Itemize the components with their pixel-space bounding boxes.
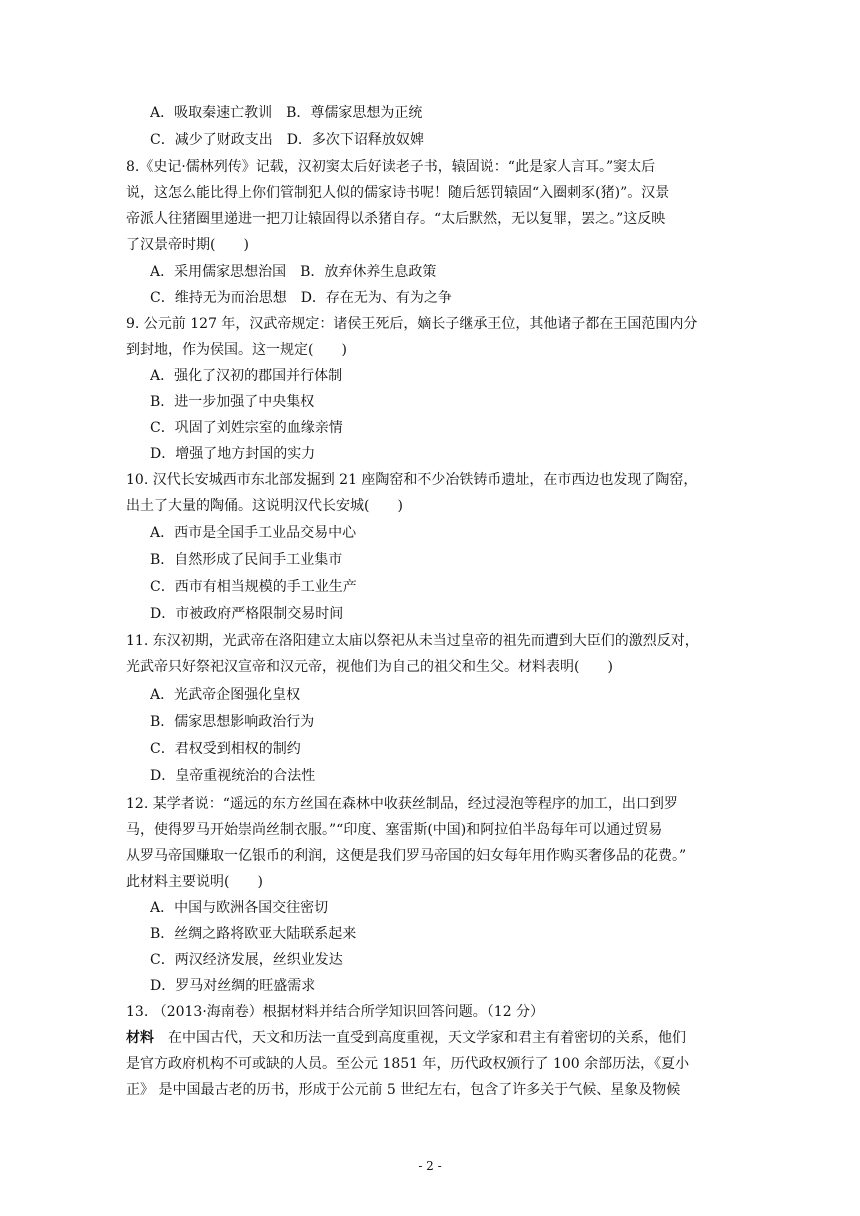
option-q9-c: C．巩固了刘姓宗室的血缘亲情 <box>150 420 343 436</box>
option-q12-d: D．罗马对丝绸的旺盛需求 <box>150 978 316 994</box>
question-12-line-4: 此材料主要说明( ) <box>126 874 263 890</box>
material-line-3: 正》 是中国最古老的历书，形成于公元前 5 世纪左右，包含了许多关于气候、星象及物候 <box>126 1082 681 1098</box>
question-9-line-2: 到封地，作为侯国。这一规定( ) <box>126 342 347 358</box>
question-13-header: 13. （2013·海南卷）根据材料并结合所学知识回答问题。（12 分） <box>126 1004 545 1020</box>
option-q10-a: A．西市是全国手工业品交易中心 <box>150 525 357 541</box>
question-8-line-3: 帝派人往猪圈里递进一把刀让辕固得以杀猪自存。“太后默然，无以复罪，罢之。”这反映 <box>126 211 666 227</box>
question-9-line-1: 9. 公元前 127 年，汉武帝规定：诸侯王死后，嫡长子继承王位，其他诸子都在王国范围内分 <box>126 316 698 332</box>
material-label: 材料 <box>126 1030 154 1046</box>
option-q12-c: C．两汉经济发展，丝织业发达 <box>150 952 343 968</box>
option-q12-b: B．丝绸之路将欧亚大陆联系起来 <box>150 926 357 942</box>
material-line-2: 是官方政府机构不可或缺的人员。至公元 1851 年，历代政权颁行了 100 余部历法，《夏小 <box>126 1056 690 1072</box>
option-q12-a: A．中国与欧洲各国交往密切 <box>150 900 329 916</box>
material-text-1: 在中国古代，天文和历法一直受到高度重视，天文学家和君主有着密切的关系，他们 <box>168 1030 686 1046</box>
option-line-q8-ab: A．采用儒家思想治国 B．放弃休养生息政策 <box>150 264 437 280</box>
question-10-line-1: 10. 汉代长安城西市东北部发掘到 21 座陶窑和不少冶铁铸币遗址，在市西边也发现了陶窑， <box>126 472 698 488</box>
option-q9-b: B．进一步加强了中央集权 <box>150 394 315 410</box>
question-8-line-1: 8.《史记·儒林列传》记载，汉初窦太后好读老子书，辕固说：“此是家人言耳。”窦太后 <box>126 159 656 175</box>
option-q10-c: C．西市有相当规模的手工业生产 <box>150 579 357 595</box>
option-q11-d: D．皇帝重视统治的合法性 <box>150 768 316 784</box>
question-11-line-1: 11. 东汉初期，光武帝在洛阳建立太庙以祭祀从未当过皇帝的祖先而遭到大臣们的激烈反对， <box>126 633 699 649</box>
question-12-line-2: 马，使得罗马开始崇尚丝制衣服。”“印度、塞雷斯(中国)和阿拉伯半岛每年可以通过贸易 <box>126 822 663 838</box>
question-10-line-2: 出土了大量的陶俑。这说明汉代长安城( ) <box>126 498 403 514</box>
question-12-line-1: 12. 某学者说：“遥远的东方丝国在森林中收获丝制品，经过浸泡等程序的加工，出口到罗 <box>126 796 678 812</box>
question-8-line-4: 了汉景帝时期( ) <box>126 237 249 253</box>
option-q10-b: B．自然形成了民间手工业集市 <box>150 552 343 568</box>
question-8-line-2: 说，这怎么能比得上你们管制犯人似的儒家诗书呢！随后惩罚辕固“入圈刺豕(猪)”。汉景 <box>126 185 670 201</box>
option-line-q8-cd: C．维持无为而治思想 D．存在无为、有为之争 <box>150 290 452 306</box>
material-line-1 <box>126 1028 746 1048</box>
option-q10-d: D．市被政府严格限制交易时间 <box>150 606 344 622</box>
page-number: - 2 - <box>418 1159 442 1173</box>
option-q9-d: D．增强了地方封国的实力 <box>150 446 316 462</box>
option-q9-a: A．强化了汉初的郡国并行体制 <box>150 368 343 384</box>
option-line-q7-ab: A．吸取秦速亡教训 B．尊儒家思想为正统 <box>150 105 423 121</box>
question-11-line-2: 光武帝只好祭祀汉宣帝和汉元帝，视他们为自己的祖父和生父。材料表明( ) <box>126 659 613 675</box>
question-12-line-3: 从罗马帝国赚取一亿银币的利润，这便是我们罗马帝国的妇女每年用作购买奢侈品的花费。” <box>126 848 687 864</box>
option-line-q7-cd: C．减少了财政支出 D．多次下诏释放奴婢 <box>150 132 424 148</box>
option-q11-a: A．光武帝企图强化皇权 <box>150 687 301 703</box>
option-q11-c: C．君权受到相权的制约 <box>150 741 301 757</box>
option-q11-b: B．儒家思想影响政治行为 <box>150 714 315 730</box>
